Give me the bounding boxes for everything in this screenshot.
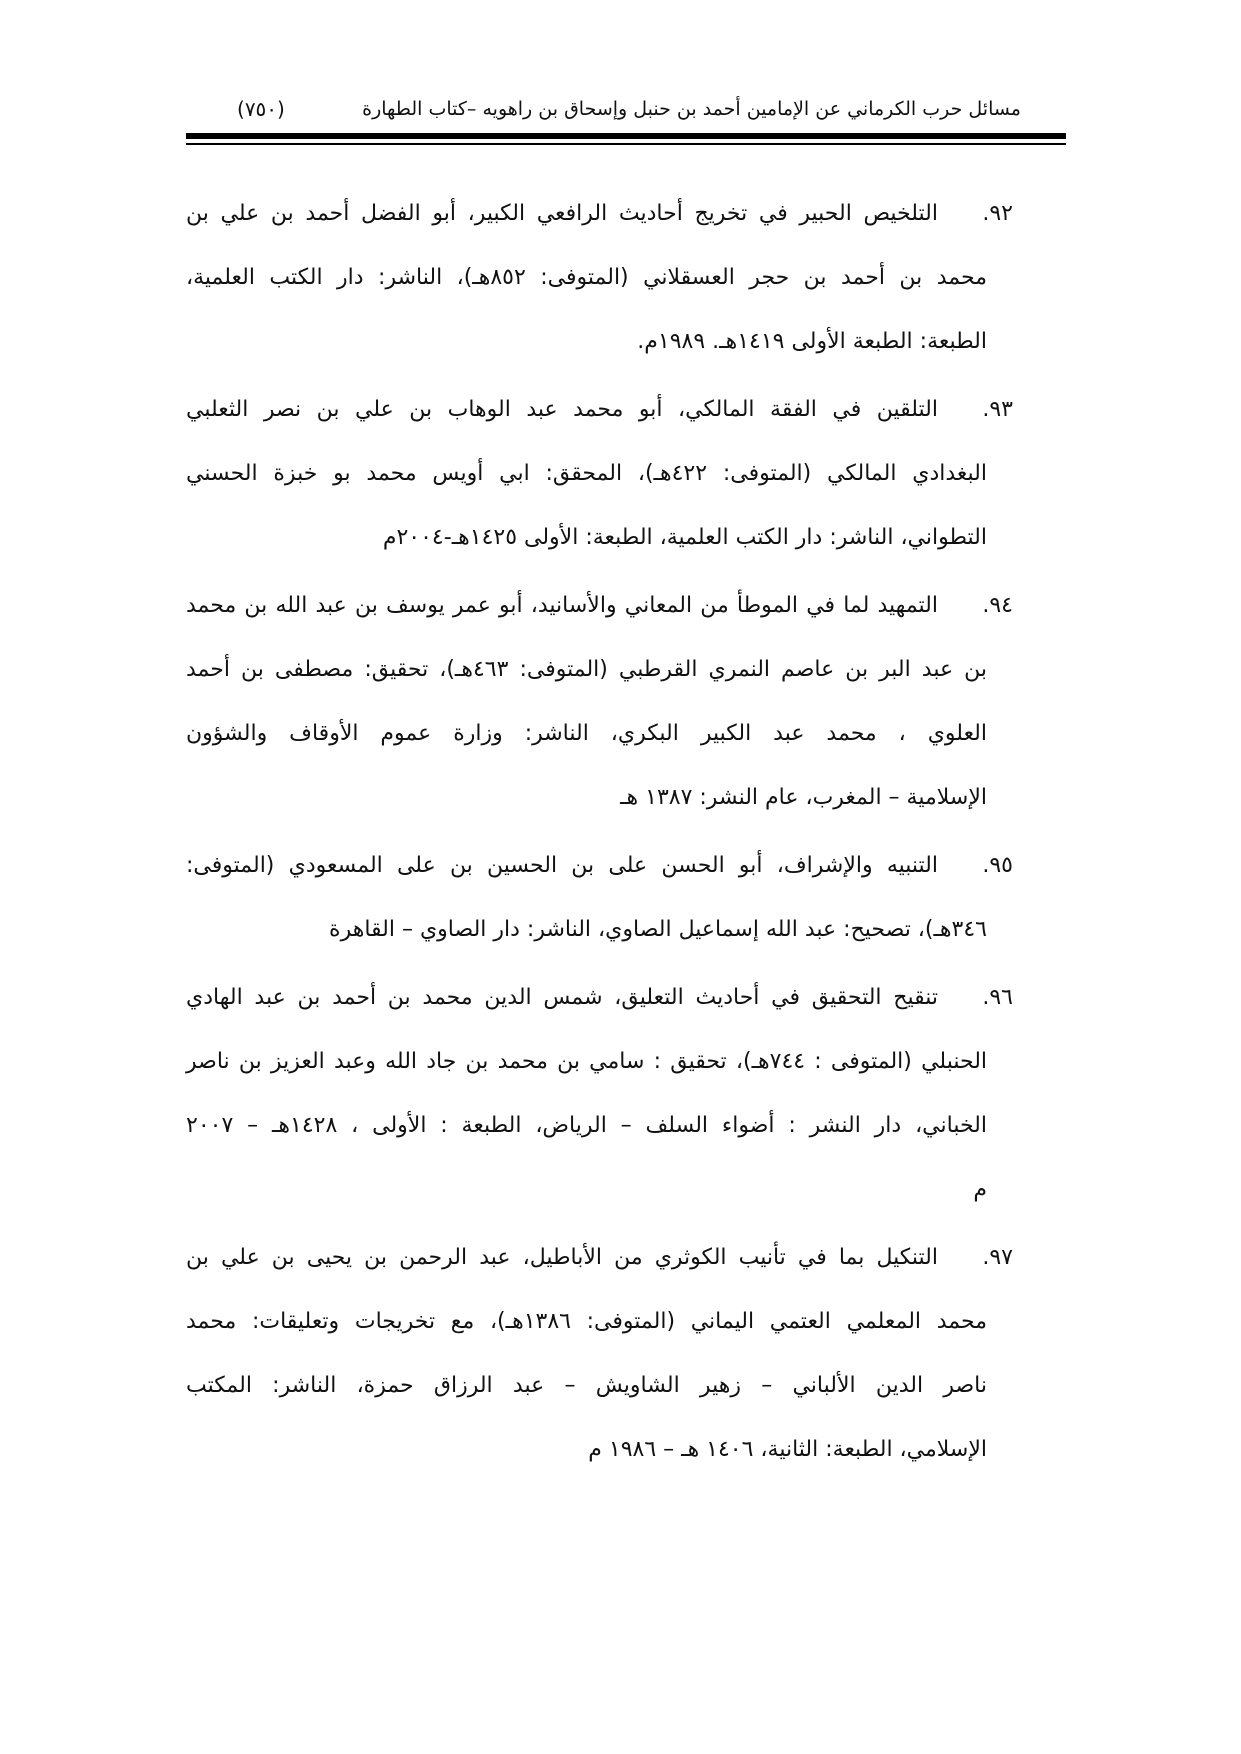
reference-entry — [186, 1226, 1066, 1482]
entry-line: الخباني، دار النشر : أضواء السلف – الرياض، الطبعة : الأولى ، ١٤٢٨هـ – ٢٠٠٧ — [186, 1113, 987, 1138]
reference-entry — [186, 182, 1066, 374]
reference-entry — [186, 574, 1066, 830]
entry-text — [186, 378, 1066, 570]
header-rule-thick — [186, 133, 1066, 139]
page-number: (٧٥٠) — [237, 97, 285, 121]
entry-number: ٩٧. — [982, 1245, 1013, 1270]
entry-line: التطواني، الناشر: دار الكتب العلمية، الطبعة: الأولى ١٤٢٥هـ-٢٠٠٤م — [382, 525, 987, 550]
entry-line: تنقيح التحقيق في أحاديث التعليق، شمس الدين محمد بن أحمد بن عبد الهادي — [186, 985, 938, 1010]
entry-text — [186, 574, 1066, 830]
reference-entry — [186, 966, 1066, 1222]
entry-line: البغدادي المالكي (المتوفى: ٤٢٢هـ)، المحقق: ابي أويس محمد بو خبزة الحسني — [186, 461, 987, 486]
header-title: مسائل حرب الكرماني عن الإمامين أحمد بن حنبل وإسحاق بن راهويه –كتاب الطهارة — [362, 98, 1021, 120]
reference-list — [186, 182, 1066, 1482]
entry-line: الإسلامية – المغرب، عام النشر: ١٣٨٧ هـ — [620, 785, 987, 810]
entry-number: ٩٢. — [982, 201, 1013, 226]
entry-line: الإسلامي، الطبعة: الثانية، ١٤٠٦ هـ – ١٩٨٦ م — [588, 1437, 987, 1462]
reference-entry — [186, 834, 1066, 962]
entry-number: ٩٦. — [982, 985, 1013, 1010]
entry-line: ٣٤٦هـ)، تصحيح: عبد الله إسماعيل الصاوي، الناشر: دار الصاوي – القاهرة — [329, 917, 987, 942]
entry-line: الطبعة: الطبعة الأولى ١٤١٩هـ. ١٩٨٩م. — [637, 329, 987, 354]
entry-line: محمد بن أحمد بن حجر العسقلاني (المتوفى: ٨٥٢هـ)، الناشر: دار الكتب العلمية، — [186, 265, 987, 290]
entry-number: ٩٣. — [982, 397, 1013, 422]
entry-line: التلقين في الفقة المالكي، أبو محمد عبد الوهاب بن علي بن نصر الثعلبي — [186, 397, 938, 422]
entry-line: محمد المعلمي العتمي اليماني (المتوفى: ١٣٨٦هـ)، مع تخريجات وتعليقات: محمد — [186, 1309, 987, 1334]
running-header — [186, 92, 1066, 126]
entry-line: التلخيص الحبير في تخريج أحاديث الرافعي الكبير، أبو الفضل أحمد بن علي بن — [186, 201, 938, 226]
header-rule-thin — [186, 143, 1066, 145]
entry-line: العلوي ، محمد عبد الكبير البكري، الناشر: وزارة عموم الأوقاف والشؤون — [186, 721, 987, 746]
entry-line: م — [973, 1177, 987, 1202]
entry-line: بن عبد البر بن عاصم النمري القرطبي (المتوفى: ٤٦٣هـ)، تحقيق: مصطفى بن أحمد — [186, 657, 988, 682]
reference-entry — [186, 378, 1066, 570]
entry-text — [186, 1226, 1066, 1482]
entry-number: ٩٤. — [982, 593, 1013, 618]
entry-line: الحنبلي (المتوفى : ٧٤٤هـ)، تحقيق : سامي بن محمد بن جاد الله وعبد العزيز بن ناصر — [186, 1049, 988, 1074]
entry-line: التمهيد لما في الموطأ من المعاني والأسانيد، أبو عمر يوسف بن عبد الله بن محمد — [186, 593, 938, 618]
entry-text — [186, 834, 1066, 962]
entry-line: التنبيه والإشراف، أبو الحسن على بن الحسين بن على المسعودي (المتوفى: — [186, 853, 938, 878]
entry-text — [186, 966, 1066, 1222]
entry-number: ٩٥. — [982, 853, 1013, 878]
entry-line: ناصر الدين الألباني – زهير الشاويش – عبد الرزاق حمزة، الناشر: المكتب — [186, 1373, 987, 1398]
entry-line: التنكيل بما في تأنيب الكوثري من الأباطيل، عبد الرحمن بن يحيى بن علي بن — [186, 1245, 938, 1270]
entry-text — [186, 182, 1066, 374]
